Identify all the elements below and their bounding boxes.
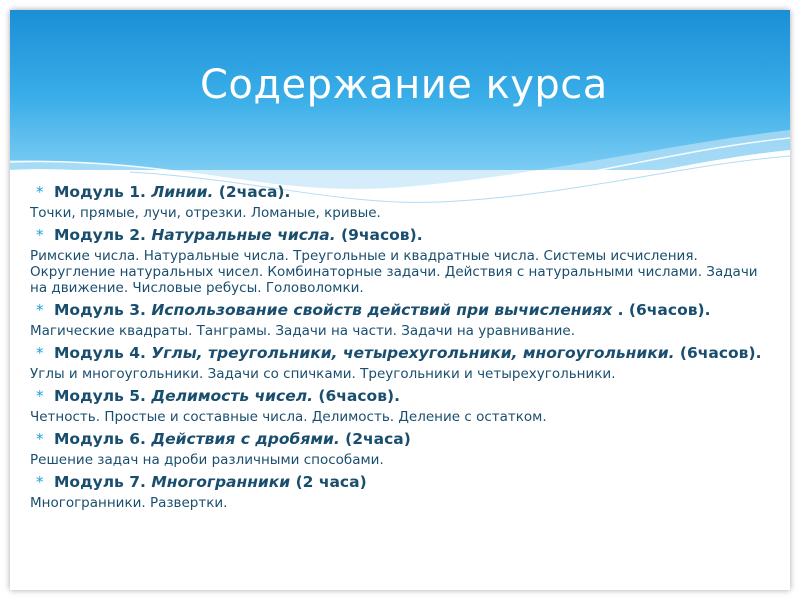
module-number: Модуль 7. — [54, 473, 152, 491]
star-bullet-icon: * — [36, 226, 44, 244]
module-hours: (6часов). — [313, 387, 400, 405]
module-hours: . (6часов). — [612, 301, 711, 319]
module-description: Решение задач на дроби различными способами. — [30, 452, 384, 468]
module-hours: (2часа). — [213, 183, 291, 201]
module-name: Многогранники — [151, 473, 291, 491]
module-number: Модуль 3. — [54, 301, 152, 319]
star-bullet-icon: * — [36, 301, 44, 319]
page-title: Содержание курса — [200, 62, 608, 108]
star-bullet-icon: * — [36, 387, 44, 405]
module-name: Использование свойств действий при вычислениях — [151, 301, 613, 319]
module-number: Модуль 6. — [54, 430, 152, 448]
module-description: Магические квадраты. Танграмы. Задачи на части. Задачи на уравнивание. — [30, 323, 576, 339]
star-bullet-icon: * — [36, 430, 44, 448]
module-hours: (2 часа) — [290, 473, 367, 491]
module-name: Действия с дробями. — [151, 430, 340, 448]
module-heading — [30, 344, 775, 362]
module-hours: (9часов). — [335, 226, 423, 244]
module-name: Линии. — [151, 183, 214, 201]
module-number: Модуль 2. — [54, 226, 152, 244]
module-name: Натуральные числа. — [151, 226, 336, 244]
module-heading — [30, 301, 775, 319]
module-heading — [30, 226, 775, 244]
module-description: Многогранники. Развертки. — [30, 495, 228, 511]
module-description: Углы и многоугольники. Задачи со спичками. Треугольники и четырехугольники. — [30, 366, 616, 382]
module-name: Углы, треугольники, четырехугольники, многоугольники. — [151, 344, 675, 362]
star-bullet-icon: * — [36, 473, 44, 491]
module-number: Модуль 1. — [54, 183, 152, 201]
module-hours: (2часа) — [339, 430, 411, 448]
module-description: Четность. Простые и составные числа. Делимость. Деление с остатком. — [30, 409, 547, 425]
module-heading — [30, 387, 775, 405]
module-heading — [30, 473, 775, 491]
slide — [10, 10, 790, 590]
course-content — [30, 178, 775, 511]
module-number: Модуль 4. — [54, 344, 152, 362]
module-name: Делимость чисел. — [151, 387, 313, 405]
star-bullet-icon: * — [36, 344, 44, 362]
star-bullet-icon: * — [36, 183, 44, 201]
module-description: Римские числа. Натуральные числа. Треугольные и квадратные числа. Системы исчисления. Округление натуральных чисел. Комбинаторные задачи. Действия с натуральными числами. Задачи на движение. Числовые ребусы. Головоломки. — [30, 248, 758, 296]
module-hours: (6часов). — [674, 344, 762, 362]
module-description: Точки, прямые, лучи, отрезки. Ломаные, кривые. — [30, 205, 381, 221]
module-number: Модуль 5. — [54, 387, 152, 405]
module-heading — [30, 430, 775, 448]
module-heading — [30, 183, 775, 201]
